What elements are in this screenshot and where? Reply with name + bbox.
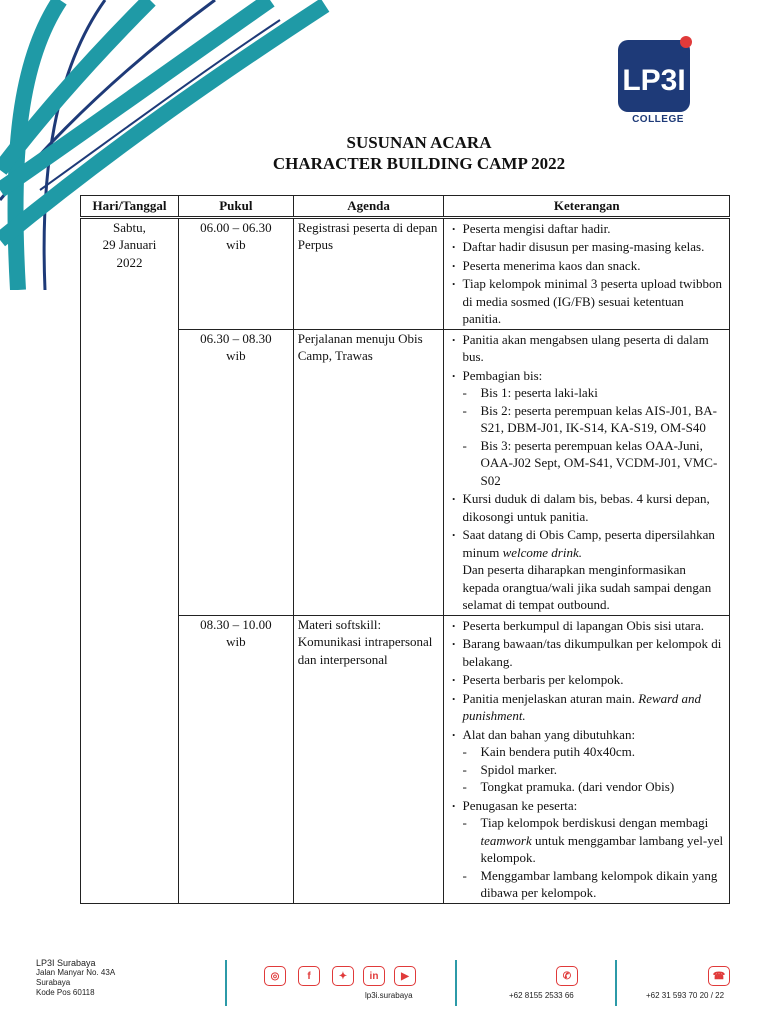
facebook-icon[interactable]: f <box>298 966 320 986</box>
document-title: SUSUNAN ACARA <box>346 133 492 152</box>
footer-divider <box>615 960 617 1006</box>
linkedin-icon[interactable]: in <box>363 966 385 986</box>
list-item: · Barang bawaan/tas dikumpulkan per kelompok di belakang. <box>448 635 725 670</box>
list-item-text: Panitia menjelaskan aturan main. <box>462 690 639 706</box>
list-item <box>448 797 725 902</box>
table-row <box>81 329 730 615</box>
svg-text:LP3I: LP3I <box>622 64 686 97</box>
list-item <box>448 726 725 796</box>
list-item: · Tiap kelompok minimal 3 peserta upload twibbon di media sosmed (IG/FB) sesuai ketentuan panitia. <box>448 275 725 328</box>
emphasis-text: welcome drink. <box>502 544 582 560</box>
footer-divider <box>225 960 227 1006</box>
list-item: · Peserta berkumpul di lapangan Obis sisi utara. <box>448 617 725 635</box>
sub-list-item: - Tongkat pramuka. (dari vendor Obis) <box>462 778 725 796</box>
agenda-cell: Materi softskill: Komunikasi intrapersonal dan interpersonal <box>293 615 444 903</box>
list-item-text: Saat datang di Obis Camp, peserta dipersilahkan minum <box>462 527 715 560</box>
footer-address-line: Jalan Manyar No. 43A <box>36 968 116 977</box>
footer-address-line: Surabaya <box>36 978 71 987</box>
keterangan-cell <box>444 329 730 615</box>
table-row <box>81 615 730 903</box>
footer-address <box>36 958 115 998</box>
sub-list-item: - Kain bendera putih 40x40cm. <box>462 743 725 761</box>
sub-list-text: Tiap kelompok berdiskusi dengan membagi <box>480 815 709 830</box>
header-agenda: Agenda <box>293 196 444 218</box>
sub-list-item <box>462 814 725 867</box>
social-handle[interactable]: lp3i.surabaya <box>365 991 413 1000</box>
footer-org-name: LP3I Surabaya <box>36 958 96 968</box>
header-keterangan: Keterangan <box>444 196 730 218</box>
pukul-cell <box>178 615 293 903</box>
hari-date: 29 Januari <box>102 237 157 252</box>
pukul-unit: wib <box>226 348 246 363</box>
twitter-icon[interactable]: ✦ <box>332 966 354 986</box>
keterangan-cell <box>444 615 730 903</box>
hari-year: 2022 <box>116 254 143 270</box>
sub-list-item: - Menggambar lambang kelompok dikain yang dibawa per kelompok. <box>462 867 725 902</box>
list-item: · Peserta mengisi daftar hadir. <box>448 220 725 238</box>
list-item <box>448 690 725 725</box>
hari-day: Sabtu, <box>113 219 146 235</box>
table-row <box>81 217 730 329</box>
emphasis-text: teamwork <box>480 832 532 848</box>
list-item-text: Penugasan ke peserta: <box>462 797 578 813</box>
list-item-text: Alat dan bahan yang dibutuhkan: <box>462 726 636 742</box>
keterangan-cell <box>444 217 730 329</box>
sub-list-item: - Spidol marker. <box>462 761 725 779</box>
list-item <box>448 526 725 614</box>
whatsapp-number[interactable]: +62 8155 2533 66 <box>509 991 574 1000</box>
table-header-row <box>81 196 730 218</box>
header-pukul: Pukul <box>178 196 293 218</box>
pukul-unit: wib <box>226 634 246 649</box>
pukul-time: 06.00 – 06.30 <box>200 219 272 235</box>
footer-address-line: Kode Pos 60118 <box>36 988 95 997</box>
logo-college-text: COLLEGE <box>632 114 684 125</box>
emphasis-text: Reward and punishment. <box>462 690 702 723</box>
pukul-cell <box>178 329 293 615</box>
agenda-cell: Registrasi peserta di depan Perpus <box>293 217 444 329</box>
document-subtitle: CHARACTER BUILDING CAMP 2022 <box>272 154 566 173</box>
agenda-cell: Perjalanan menuju Obis Camp, Trawas <box>293 329 444 615</box>
list-item: · Peserta menerima kaos dan snack. <box>448 257 725 275</box>
header-hari: Hari/Tanggal <box>81 196 179 218</box>
youtube-icon[interactable]: ▶ <box>394 966 416 986</box>
list-item-continuation: Dan peserta diharapkan menginformasikan kepada orangtua/wali jika sudah sampai dengan selamat di tempat outbound. <box>462 562 712 612</box>
list-item: · Panitia akan mengabsen ulang peserta di dalam bus. <box>448 331 725 366</box>
instagram-icon[interactable]: ◎ <box>264 966 286 986</box>
hari-cell <box>81 217 179 903</box>
sub-list-item: - Bis 3: peserta perempuan kelas OAA-Juni, OAA-J02 Sept, OM-S41, VCDM-J01, VMC-S02 <box>462 437 725 490</box>
sub-list-text: untuk menggambar lambang yel-yel kelompok. <box>480 832 724 865</box>
agenda-table <box>80 195 730 904</box>
phone-number[interactable]: +62 31 593 70 20 / 22 <box>646 991 725 1000</box>
list-item: · Kursi duduk di dalam bis, bebas. 4 kursi depan, dikosongi untuk panitia. <box>448 490 725 525</box>
sub-list-item: - Bis 1: peserta laki-laki <box>462 384 725 402</box>
list-item <box>448 367 725 490</box>
pukul-unit: wib <box>226 237 246 252</box>
list-item-text: Pembagian bis: <box>462 367 543 383</box>
list-item: · Daftar hadir disusun per masing-masing kelas. <box>448 238 725 256</box>
pukul-time: 08.30 – 10.00 <box>200 616 272 632</box>
pukul-cell <box>178 217 293 329</box>
sub-list-item: - Bis 2: peserta perempuan kelas AIS-J01, BA-S21, DBM-J01, IK-S14, KA-S19, OM-S40 <box>462 402 725 437</box>
pukul-time: 06.30 – 08.30 <box>200 330 272 346</box>
footer-divider <box>455 960 457 1006</box>
list-item: · Peserta berbaris per kelompok. <box>448 671 725 689</box>
phone-icon[interactable]: ☎ <box>708 966 730 986</box>
whatsapp-icon[interactable]: ✆ <box>556 966 578 986</box>
